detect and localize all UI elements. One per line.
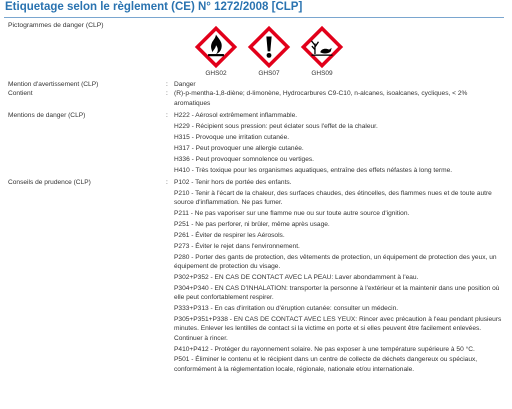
hazard-statement: H410 - Très toxique pour les organismes aquatiques, entraîne des effets néfastes à long terme.	[174, 166, 453, 174]
hazard-statement: H317 - Peut provoquer une allergie cutanée.	[174, 144, 304, 152]
hazard-statement: H336 - Peut provoquer somnolence ou vertiges.	[174, 155, 315, 163]
signal-word-value: Danger	[174, 81, 196, 88]
hazard-statements-label: Mentions de danger (CLP)	[8, 112, 86, 120]
precautionary-statements-label: Conseils de prudence (CLP)	[8, 179, 91, 187]
environment-icon	[300, 25, 344, 69]
separator: :	[166, 90, 168, 98]
hazard-statement: H222 - Aérosol extrêmement inflammable.	[174, 112, 298, 120]
precautionary-statement: P305+P351+P338 - EN CAS DE CONTACT AVEC LES YEUX: Rincer avec précaution à l'eau pendant plusieurs minutes. Enlever les lentilles de contact si la victime en porte et si elles peuvent être facilement enlevées. Continuer à rincer.	[174, 315, 502, 342]
hazard-statement: H315 - Provoque une irritation cutanée.	[174, 134, 290, 142]
pictogram-ghs09	[298, 25, 346, 77]
pictograms-group	[192, 25, 346, 77]
hazard-statement: H229 - Récipient sous pression: peut éclater sous l'effet de la chaleur.	[174, 123, 378, 131]
pictograms-label: Pictogrammes de danger (CLP)	[8, 22, 104, 29]
pictogram-code: GHS02	[205, 70, 227, 77]
separator: :	[166, 112, 168, 120]
precautionary-statement: P501 - Éliminer le contenu et le récipient dans un centre de collecte de déchets dangereux ou spéciaux, conformément à la réglementation locale, régionale, nationale et/ou internationale.	[174, 356, 478, 373]
signal-word-row	[8, 80, 504, 89]
separator: :	[166, 179, 168, 187]
precautionary-statement: P261 - Éviter de respirer les Aérosols.	[174, 231, 285, 239]
pictogram-ghs07	[245, 25, 293, 77]
precautionary-statement: P410+P412 - Protéger du rayonnement solaire. Ne pas exposer à une température supérieure à 50 °C.	[174, 345, 475, 353]
precautionary-statement: P280 - Porter des gants de protection, des vêtements de protection, un équipement de protection des yeux, un équipement de protection du visage.	[174, 253, 497, 270]
precautionary-statement: P210 - Tenir à l'écart de la chaleur, des surfaces chaudes, des étincelles, des flammes nues et de toute autre source d'inflammation. Ne pas fumer.	[174, 189, 492, 207]
separator: :	[166, 81, 168, 88]
precautionary-statement: P211 - Ne pas vaporiser sur une flamme nue ou sur toute autre source d'ignition.	[174, 210, 410, 218]
title-divider	[4, 17, 504, 18]
precautionary-statement: P273 - Éviter le rejet dans l'environnement.	[174, 242, 300, 250]
precautionary-statements-list	[174, 178, 504, 374]
contains-label: Contient	[8, 90, 33, 98]
hazard-statements-list	[174, 111, 504, 175]
precautionary-statement: P102 - Tenir hors de portée des enfants.	[174, 179, 292, 187]
pictogram-code: GHS09	[311, 70, 333, 77]
exclamation-mark-icon	[247, 25, 291, 69]
hazard-statements-row	[8, 111, 504, 175]
pictogram-code: GHS07	[258, 70, 280, 77]
contains-value: (R)-p-mentha-1,8-diène; d-limonène, Hydrocarbures C9-C10, n-alcanes, isoalcanes, cycliques, < 2% aromatiques	[174, 90, 468, 107]
precautionary-statement: P251 - Ne pas perforer, ni brûler, même après usage.	[174, 221, 330, 229]
precautionary-statement: P333+P313 - En cas d'irritation ou d'éruption cutanée: consulter un médecin.	[174, 304, 399, 312]
page-title: Etiquetage selon le règlement (CE) N° 1272/2008 [CLP]	[5, 1, 303, 13]
signal-word-label: Mention d'avertissement (CLP)	[8, 81, 99, 88]
precautionary-statement: P302+P352 - EN CAS DE CONTACT AVEC LA PEAU: Laver abondamment à l'eau.	[174, 273, 419, 281]
precautionary-statement: P304+P340 - EN CAS D'INHALATION: transporter la personne à l'extérieur et la maintenir dans une position où elle peut confortablement respirer.	[174, 284, 500, 302]
pictogram-ghs02	[192, 25, 240, 77]
flame-icon	[194, 25, 238, 69]
precautionary-statements-row	[8, 178, 504, 374]
contains-row	[8, 89, 504, 108]
clp-table	[8, 80, 504, 374]
